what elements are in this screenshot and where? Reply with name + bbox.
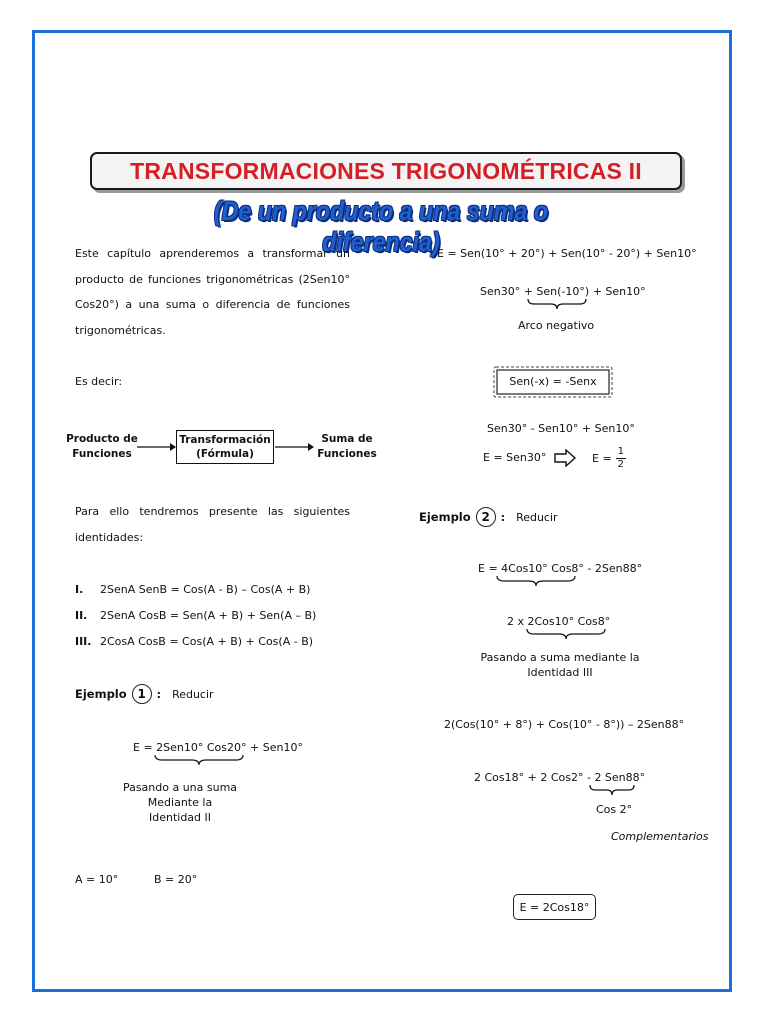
identities-intro: Para ello tendremos presente las siguientes identidades: (75, 505, 350, 544)
example-number-badge: 2 (476, 507, 496, 527)
diagram-right-label: Suma de Funciones (317, 433, 377, 460)
diagram-left-label: Producto de Funciones (66, 433, 138, 460)
brace-underline (154, 754, 244, 766)
right-eq-4-right: E = $\frac{1}{2}$ (592, 446, 625, 470)
fraction-one-half: $\frac{1}{2}$ (617, 446, 625, 470)
brace-underline (526, 628, 606, 640)
example-2-eq-3: 2(Cos(10° + 8°) + Cos(10° - 8°)) – 2Sen88° (444, 718, 685, 731)
page-title: TRANSFORMACIONES TRIGONOMÉTRICAS II (130, 157, 642, 184)
brace-underline (496, 575, 576, 587)
example-number-badge: 1 (132, 684, 152, 704)
right-eq-2: Sen30° + Sen(-10°) + Sen10° (480, 285, 646, 298)
example-2-note: Pasando a suma mediante la Identidad III (480, 651, 640, 679)
brace-underline (527, 298, 587, 310)
example-2-header: Ejemplo 2 : Reducir (419, 507, 558, 527)
arco-negativo-note: Arco negativo (518, 319, 595, 332)
result-box: E = 2Cos18° (513, 894, 596, 920)
b-value: B = 20° (154, 873, 198, 886)
arrow-right-icon (136, 440, 176, 454)
example-2-eq-1: E = 4Cos10° Cos8° - 2Sen88° (478, 562, 643, 575)
transformation-box: Transformación (Fórmula) (176, 430, 274, 464)
example-2-eq-2: 2 x 2Cos10° Cos8° (507, 615, 611, 628)
implies-arrow-icon (554, 449, 576, 467)
right-eq-3: Sen30° - Sen10° + Sen10° (487, 422, 635, 435)
title-banner (90, 152, 682, 190)
intro-paragraph: Este capítulo aprenderemos a transformar un producto de funciones trigonométricas (2Sen10° Cos20°) a una suma o diferencia de funciones trigonométricas. (75, 247, 350, 337)
example-1-note: Pasando a una suma Mediante la Identidad II (122, 781, 238, 824)
example-2-eq-4: 2 Cos18° + 2 Cos2° - 2 Sen88° (474, 771, 646, 784)
arrow-right-icon (274, 440, 314, 454)
cos2-note: Cos 2° (596, 803, 633, 816)
brace-underline (589, 784, 635, 796)
right-eq-1: E = Sen(10° + 20°) + Sen(10° - 20°) + Sen10° (437, 247, 697, 260)
right-eq-4-left: E = Sen30° (483, 451, 547, 464)
page-subtitle: (De un producto a una suma o diferencia) (213, 196, 549, 257)
example-1-equation: E = 2Sen10° Cos20° + Sen10° (133, 741, 303, 754)
complementarios-note: Complementarios (611, 830, 709, 843)
identity-box-text: Sen(-x) = -Senx (509, 375, 597, 388)
example-1-header: Ejemplo 1 : Reducir (75, 684, 214, 704)
a-value: A = 10° (75, 873, 119, 886)
es-decir-label: Es decir: (75, 375, 123, 388)
